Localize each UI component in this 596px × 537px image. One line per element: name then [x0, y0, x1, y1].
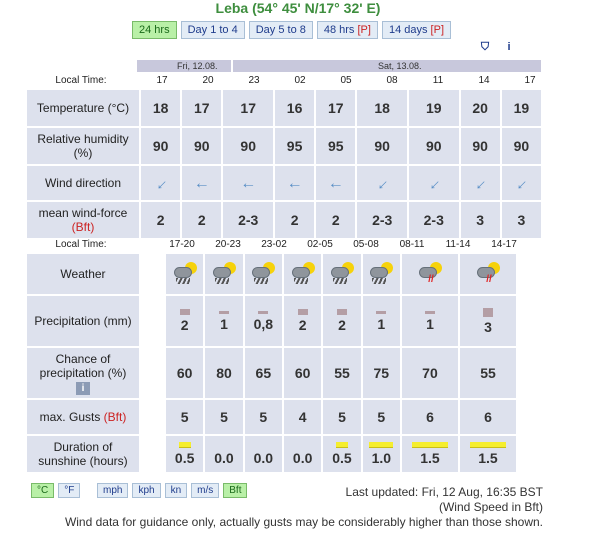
info-icon[interactable]: i [507, 41, 511, 53]
chance-cell: 75 [363, 348, 400, 398]
gusts-label: max. Gusts [39, 410, 101, 424]
tab-day-1-to-4[interactable] [181, 21, 245, 39]
precipitation-value: 2 [298, 317, 307, 333]
precipitation-bar [483, 308, 493, 317]
humidity-cell: 90 [223, 128, 273, 164]
hour-label: 08 [386, 75, 398, 86]
wind-direction-cell [461, 166, 500, 200]
hour-label: 23 [248, 75, 260, 86]
hour-label: 05 [340, 75, 352, 86]
weather-cell [460, 254, 516, 294]
tab-label: 48 hrs [323, 24, 355, 36]
cloud-sun-rain-icon [369, 262, 393, 284]
cloud-sun-rain-icon [330, 262, 354, 284]
hour-label: 11 [432, 75, 444, 86]
wind-direction-cell [409, 166, 459, 200]
wind-force-cell: 2-3 [357, 202, 407, 238]
ms-button[interactable]: m/s [191, 483, 219, 498]
sunshine-bar [369, 442, 393, 448]
precipitation-value: 3 [484, 318, 492, 335]
precipitation-bar [298, 309, 308, 315]
row-label: Duration of sunshine (hours) [27, 436, 139, 472]
precipitation-bar [376, 311, 386, 314]
precipitation-cell [363, 296, 400, 346]
sunshine-cell [323, 436, 360, 472]
kph-button[interactable]: kph [132, 483, 160, 498]
wind-force-cell: 2 [316, 202, 355, 238]
wind-arrow-icon: ← [421, 171, 446, 195]
period-label: 23-02 [261, 239, 287, 250]
precipitation-bar [180, 309, 190, 315]
period-label: 02-05 [307, 239, 333, 250]
row-label [27, 400, 139, 434]
precipitation-value: 2 [338, 317, 346, 333]
period-label: 11-14 [445, 239, 471, 250]
premium-marker: [P] [357, 24, 371, 36]
wind-arrow-icon: ← [370, 171, 394, 195]
weather-cell [323, 254, 360, 294]
hour-label: 02 [294, 75, 306, 86]
period-label: 17-20 [169, 239, 195, 250]
hour-label: 17 [156, 75, 168, 86]
kn-button[interactable]: kn [165, 483, 188, 498]
sunshine-bar [412, 442, 448, 448]
humidity-cell: 95 [316, 128, 355, 164]
chance-cell: 55 [460, 348, 516, 398]
day-header-sat [233, 60, 541, 72]
period-label: 05-08 [353, 239, 379, 250]
wind-direction-cell [357, 166, 407, 200]
weather-cell [166, 254, 203, 294]
period-row [25, 238, 543, 252]
weather-cell [363, 254, 400, 294]
hour-label: 17 [524, 75, 536, 86]
weather-cell [245, 254, 282, 294]
temperature-cell: 20 [461, 90, 500, 126]
spacer [518, 400, 541, 434]
wind-direction-cell [223, 166, 273, 200]
precipitation-cell [323, 296, 360, 346]
cloud-sun-rain-icon [212, 262, 236, 284]
temperature-cell: 17 [316, 90, 355, 126]
cloud-sun-rain-icon [291, 262, 315, 284]
day-header-fri [137, 60, 231, 72]
wind-arrow-icon: ← [193, 174, 210, 192]
humidity-cell: 95 [275, 128, 314, 164]
sunshine-value: 1.5 [420, 450, 440, 466]
chance-row [27, 348, 541, 398]
unit-bft: (Bft) [103, 410, 127, 424]
chance-cell: 65 [245, 348, 282, 398]
humidity-cell: 90 [141, 128, 180, 164]
wind-arrow-icon: ← [468, 171, 492, 195]
sunshine-value: 0.0 [292, 450, 313, 466]
sunshine-value: 0.5 [332, 450, 352, 466]
precipitation-value: 1 [426, 315, 434, 332]
gusts-row [27, 400, 541, 434]
thunderstorm-icon: // [476, 262, 500, 284]
unit-bft: (Bft) [71, 220, 95, 234]
precipitation-cell [284, 296, 321, 346]
precipitation-value: 1 [377, 315, 386, 332]
spacer [518, 436, 541, 472]
temperature-cell: 17 [223, 90, 273, 126]
wind-direction-cell [502, 166, 541, 200]
tab-48-hrs[interactable] [317, 21, 378, 39]
precipitation-bar [219, 311, 229, 314]
row-label: Relative humidity (%) [27, 128, 139, 164]
gusts-cell: 6 [402, 400, 458, 434]
precipitation-cell [402, 296, 458, 346]
wind-arrow-icon: ← [286, 174, 303, 192]
tab-14-days[interactable] [382, 21, 451, 39]
chance-cell: 55 [323, 348, 360, 398]
sunshine-cell [245, 436, 282, 472]
chance-cell: 80 [205, 348, 242, 398]
gusts-cell: 5 [323, 400, 360, 434]
wind-force-cell: 2 [182, 202, 221, 238]
thunderstorm-icon: // [418, 262, 442, 284]
celsius-button[interactable]: °C [31, 483, 54, 498]
precipitation-cell [205, 296, 242, 346]
gusts-cell: 5 [205, 400, 242, 434]
humidity-cell: 90 [461, 128, 500, 164]
precipitation-value: 0,8 [253, 315, 274, 332]
gusts-cell: 5 [363, 400, 400, 434]
tab-day-5-to-8[interactable] [249, 21, 313, 39]
wind-force-cell: 3 [461, 202, 500, 238]
hourly-table [25, 88, 543, 240]
row-label: Weather [27, 254, 139, 294]
sunshine-cell [363, 436, 400, 472]
sunshine-value: 1.0 [371, 450, 392, 466]
sunshine-cell [205, 436, 242, 472]
wind-force-label: mean wind-force [38, 206, 128, 220]
spacer [518, 254, 541, 294]
chance-cell: 60 [166, 348, 203, 398]
gusts-cell: 4 [284, 400, 321, 434]
sunshine-cell [284, 436, 321, 472]
humidity-cell: 90 [357, 128, 407, 164]
wind-force-cell: 2 [141, 202, 180, 238]
precipitation-row [27, 296, 541, 346]
hour-row [25, 74, 543, 88]
temperature-cell: 19 [409, 90, 459, 126]
tab-label: 24 hrs [139, 24, 170, 36]
wind-direction-cell [316, 166, 355, 200]
wind-direction-cell [275, 166, 314, 200]
humidity-cell: 90 [409, 128, 459, 164]
precipitation-bar [425, 311, 435, 314]
wind-direction-row [27, 166, 541, 200]
wind-arrow-icon: ← [240, 174, 257, 192]
temperature-cell: 19 [502, 90, 541, 126]
row-label: Precipitation (mm) [27, 296, 139, 346]
temperature-cell: 18 [357, 90, 407, 126]
spacer [141, 254, 164, 294]
sunshine-value: 0.5 [174, 450, 195, 466]
wind-arrow-icon: ← [327, 174, 344, 192]
wind-force-cell: 3 [502, 202, 541, 238]
precipitation-bar [258, 311, 268, 314]
precipitation-bar [337, 309, 347, 315]
local-time-label: Local Time: [55, 75, 107, 86]
bft-button[interactable]: Bft [223, 483, 247, 498]
gusts-cell: 6 [460, 400, 516, 434]
premium-marker: [P] [430, 24, 444, 36]
shield-icon[interactable]: ⛉ [480, 41, 490, 53]
last-updated [346, 485, 543, 515]
cloud-sun-rain-icon [251, 262, 275, 284]
sunshine-cell [402, 436, 458, 472]
spacer [141, 348, 164, 398]
spacer [518, 296, 541, 346]
wind-force-cell: 2-3 [223, 202, 273, 238]
disclaimer: Wind data for guidance only, actually gusts may be considerably higher than those shown. [64, 515, 543, 529]
fahrenheit-button[interactable]: °F [58, 483, 80, 498]
wind-arrow-icon: ← [148, 171, 172, 195]
temperature-cell: 16 [275, 90, 314, 126]
wind-force-row [27, 202, 541, 238]
sunshine-cell [166, 436, 203, 472]
cloud-sun-rain-icon [173, 262, 197, 284]
row-label: Temperature (°C) [27, 90, 139, 126]
wind-speed-note: (Wind Speed in Bft) [438, 500, 543, 514]
tab-24-hrs[interactable] [132, 21, 177, 39]
precipitation-cell [166, 296, 203, 346]
humidity-row [27, 128, 541, 164]
temperature-cell: 18 [141, 90, 180, 126]
weather-cell [284, 254, 321, 294]
spacer [141, 436, 164, 472]
sunshine-value: 0.0 [253, 450, 274, 466]
wind-arrow-icon: ← [509, 171, 533, 195]
tab-label: Day 5 to 8 [255, 24, 306, 36]
spacer [141, 296, 164, 346]
last-updated-text: Last updated: Fri, 12 Aug, 16:35 BST [345, 485, 543, 499]
humidity-cell: 90 [182, 128, 221, 164]
chance-cell: 70 [402, 348, 458, 398]
weather-cell [402, 254, 458, 294]
spacer [518, 348, 541, 398]
temperature-cell: 17 [182, 90, 221, 126]
chance-cell: 60 [284, 348, 321, 398]
temperature-row [27, 90, 541, 126]
humidity-cell: 90 [502, 128, 541, 164]
weather-row [27, 254, 541, 294]
weather-cell [205, 254, 242, 294]
sunshine-cell [460, 436, 516, 472]
tab-label: Day 1 to 4 [187, 24, 238, 36]
sunshine-bar [470, 442, 506, 448]
sunshine-bar [336, 442, 348, 448]
mph-button[interactable]: mph [97, 483, 128, 498]
temp-unit-switch [31, 483, 84, 498]
day-label: Fri, 12.08. [177, 61, 218, 71]
wind-unit-switch [97, 483, 251, 498]
local-time-label: Local Time: [55, 239, 107, 250]
sunshine-bar [179, 442, 191, 448]
period-label: 14-17 [491, 239, 517, 250]
day-label: Sat, 13.08. [378, 61, 422, 71]
wind-direction-cell [182, 166, 221, 200]
row-label [27, 348, 139, 398]
page-title: Leba (54° 45' N/17° 32' E) [215, 0, 381, 16]
sunshine-value: 1.5 [478, 450, 498, 466]
period-label: 08-11 [399, 239, 425, 250]
info-icon[interactable]: i [76, 382, 90, 395]
wind-force-cell: 2-3 [409, 202, 459, 238]
hour-label: 14 [478, 75, 490, 86]
period-table [25, 252, 543, 474]
spacer [141, 400, 164, 434]
precipitation-cell [460, 296, 516, 346]
forecast-tabs [132, 21, 455, 39]
gusts-cell: 5 [166, 400, 203, 434]
precipitation-value: 1 [220, 315, 228, 332]
precipitation-cell [245, 296, 282, 346]
row-label [27, 202, 139, 238]
chance-label: Chance of precipitation (%) [39, 351, 127, 380]
precipitation-value: 2 [180, 317, 189, 333]
hour-label: 20 [202, 75, 214, 86]
gusts-cell: 5 [245, 400, 282, 434]
wind-direction-cell [141, 166, 180, 200]
tab-label: 14 days [388, 24, 428, 36]
wind-force-cell: 2 [275, 202, 314, 238]
period-label: 20-23 [215, 239, 241, 250]
row-label: Wind direction [27, 166, 139, 200]
sunshine-value: 0.0 [214, 450, 234, 466]
sunshine-row [27, 436, 541, 472]
